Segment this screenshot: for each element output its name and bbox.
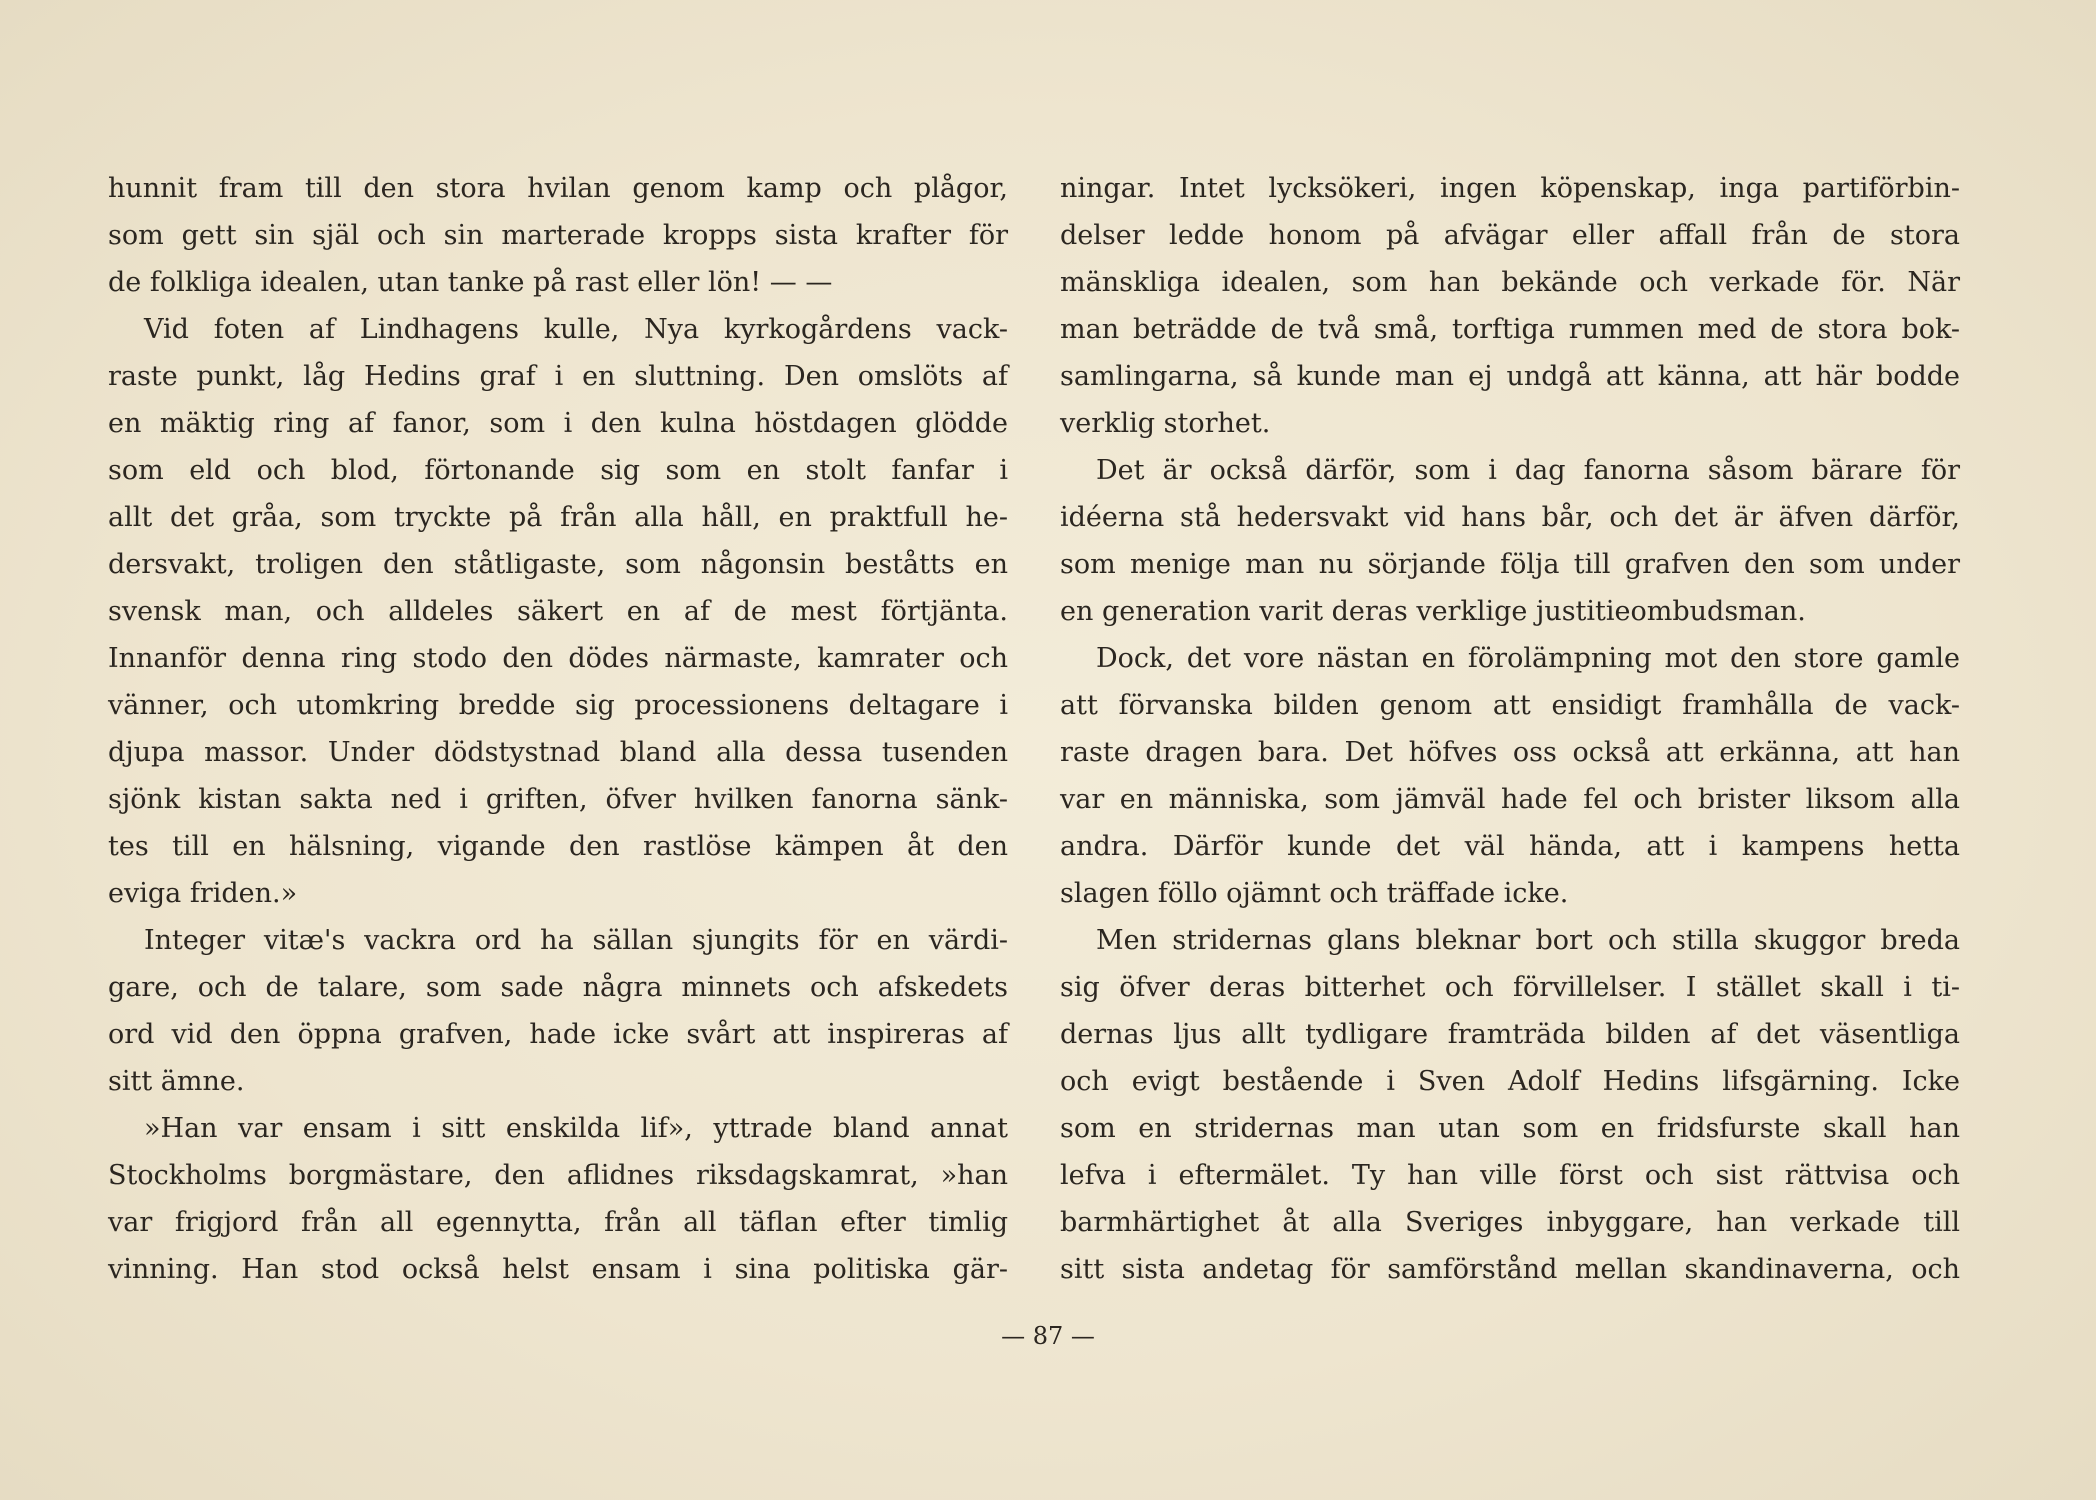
text-line: slagen föllo ojämnt och träffade icke.: [1060, 878, 1569, 909]
text-line: sjönk kistan sakta ned i griften, öfver hvilken fanorna sänk-: [108, 784, 1008, 815]
text-line: sig öfver deras bitterhet och förvillelser. I stället skall i ti-: [1060, 972, 1960, 1003]
text-line: Stockholms borgmästare, den aflidnes riksdagskamrat, »han: [108, 1160, 1008, 1191]
left-text-column: [108, 165, 1008, 1293]
text-line: delser ledde honom på afvägar eller affall från de stora: [1060, 220, 1960, 251]
text-line: Innanför denna ring stodo den dödes närmaste, kamrater och: [108, 643, 1008, 674]
text-line: raste punkt, låg Hedins graf i en sluttning. Den omslöts af: [108, 361, 1008, 392]
right-text-column: [1060, 165, 1960, 1293]
text-line: dernas ljus allt tydligare framträda bilden af det väsentliga: [1060, 1019, 1960, 1050]
text-line: Vid foten af Lindhagens kulle, Nya kyrkogårdens vack-: [144, 314, 1008, 345]
text-line: som gett sin själ och sin marterade kropps sista krafter för: [108, 220, 1008, 251]
text-line: Integer vitæ's vackra ord ha sällan sjungits för en värdi-: [144, 925, 1008, 956]
text-line: eviga friden.»: [108, 878, 298, 909]
text-line: Dock, det vore nästan en förolämpning mot den store gamle: [1096, 643, 1960, 674]
text-line: var en människa, som jämväl hade fel och brister liksom alla: [1060, 784, 1960, 815]
text-line: dersvakt, troligen den ståtligaste, som någonsin beståtts en: [108, 549, 1008, 580]
text-line: man beträdde de två små, torftiga rummen med de stora bok-: [1060, 314, 1960, 345]
text-line: som eld och blod, förtonande sig som en stolt fanfar i: [108, 455, 1008, 486]
text-line: lefva i eftermälet. Ty han ville först och sist rättvisa och: [1060, 1160, 1960, 1191]
text-line: samlingarna, så kunde man ej undgå att känna, att här bodde: [1060, 361, 1960, 392]
text-line: var frigjord från all egennytta, från all täflan efter timlig: [108, 1207, 1008, 1238]
text-line: Det är också därför, som i dag fanorna såsom bärare för: [1096, 455, 1960, 486]
text-line: mänskliga idealen, som han bekände och verkade för. När: [1060, 267, 1960, 298]
text-line: en generation varit deras verklige justitieombudsman.: [1060, 596, 1806, 627]
text-line: Men stridernas glans bleknar bort och stilla skuggor breda: [1096, 925, 1960, 956]
text-line: verklig storhet.: [1060, 408, 1271, 439]
text-line: de folkliga idealen, utan tanke på rast eller lön! — —: [108, 267, 833, 298]
text-line: andra. Därför kunde det väl hända, att i kampens hetta: [1060, 831, 1960, 862]
text-line: allt det gråa, som tryckte på från alla håll, en praktfull he-: [108, 502, 1008, 533]
text-line: idéerna stå hedersvakt vid hans bår, och det är äfven därför,: [1060, 502, 1960, 533]
page-number: — 87 —: [1001, 1322, 1095, 1350]
text-line: som en stridernas man utan som en fridsfurste skall han: [1060, 1113, 1960, 1144]
text-line: vinning. Han stod också helst ensam i sina politiska gär-: [108, 1254, 1008, 1285]
text-line: barmhärtighet åt alla Sveriges inbyggare, han verkade till: [1060, 1207, 1960, 1238]
text-line: tes till en hälsning, vigande den rastlöse kämpen åt den: [108, 831, 1008, 862]
text-line: gare, och de talare, som sade några minnets och afskedets: [108, 972, 1008, 1003]
text-line: raste dragen bara. Det höfves oss också att erkänna, att han: [1060, 737, 1960, 768]
text-line: ningar. Intet lycksökeri, ingen köpenskap, inga partiförbin-: [1060, 173, 1960, 204]
text-line: djupa massor. Under dödstystnad bland alla dessa tusenden: [108, 737, 1008, 768]
text-line: att förvanska bilden genom att ensidigt framhålla de vack-: [1060, 690, 1960, 721]
text-line: svensk man, och alldeles säkert en af de mest förtjänta.: [108, 596, 1008, 627]
text-line: »Han var ensam i sitt enskilda lif», yttrade bland annat: [144, 1113, 1008, 1144]
text-line: och evigt bestående i Sven Adolf Hedins lifsgärning. Icke: [1060, 1066, 1960, 1097]
text-line: som menige man nu sörjande följa till grafven den som under: [1060, 549, 1960, 580]
text-line: ord vid den öppna grafven, hade icke svårt att inspireras af: [108, 1019, 1008, 1050]
text-line: en mäktig ring af fanor, som i den kulna höstdagen glödde: [108, 408, 1008, 439]
text-line: sitt sista andetag för samförstånd mellan skandinaverna, och: [1060, 1254, 1960, 1285]
text-line: hunnit fram till den stora hvilan genom kamp och plågor,: [108, 173, 1008, 204]
text-line: vänner, och utomkring bredde sig processionens deltagare i: [108, 690, 1008, 721]
text-line: sitt ämne.: [108, 1066, 245, 1097]
